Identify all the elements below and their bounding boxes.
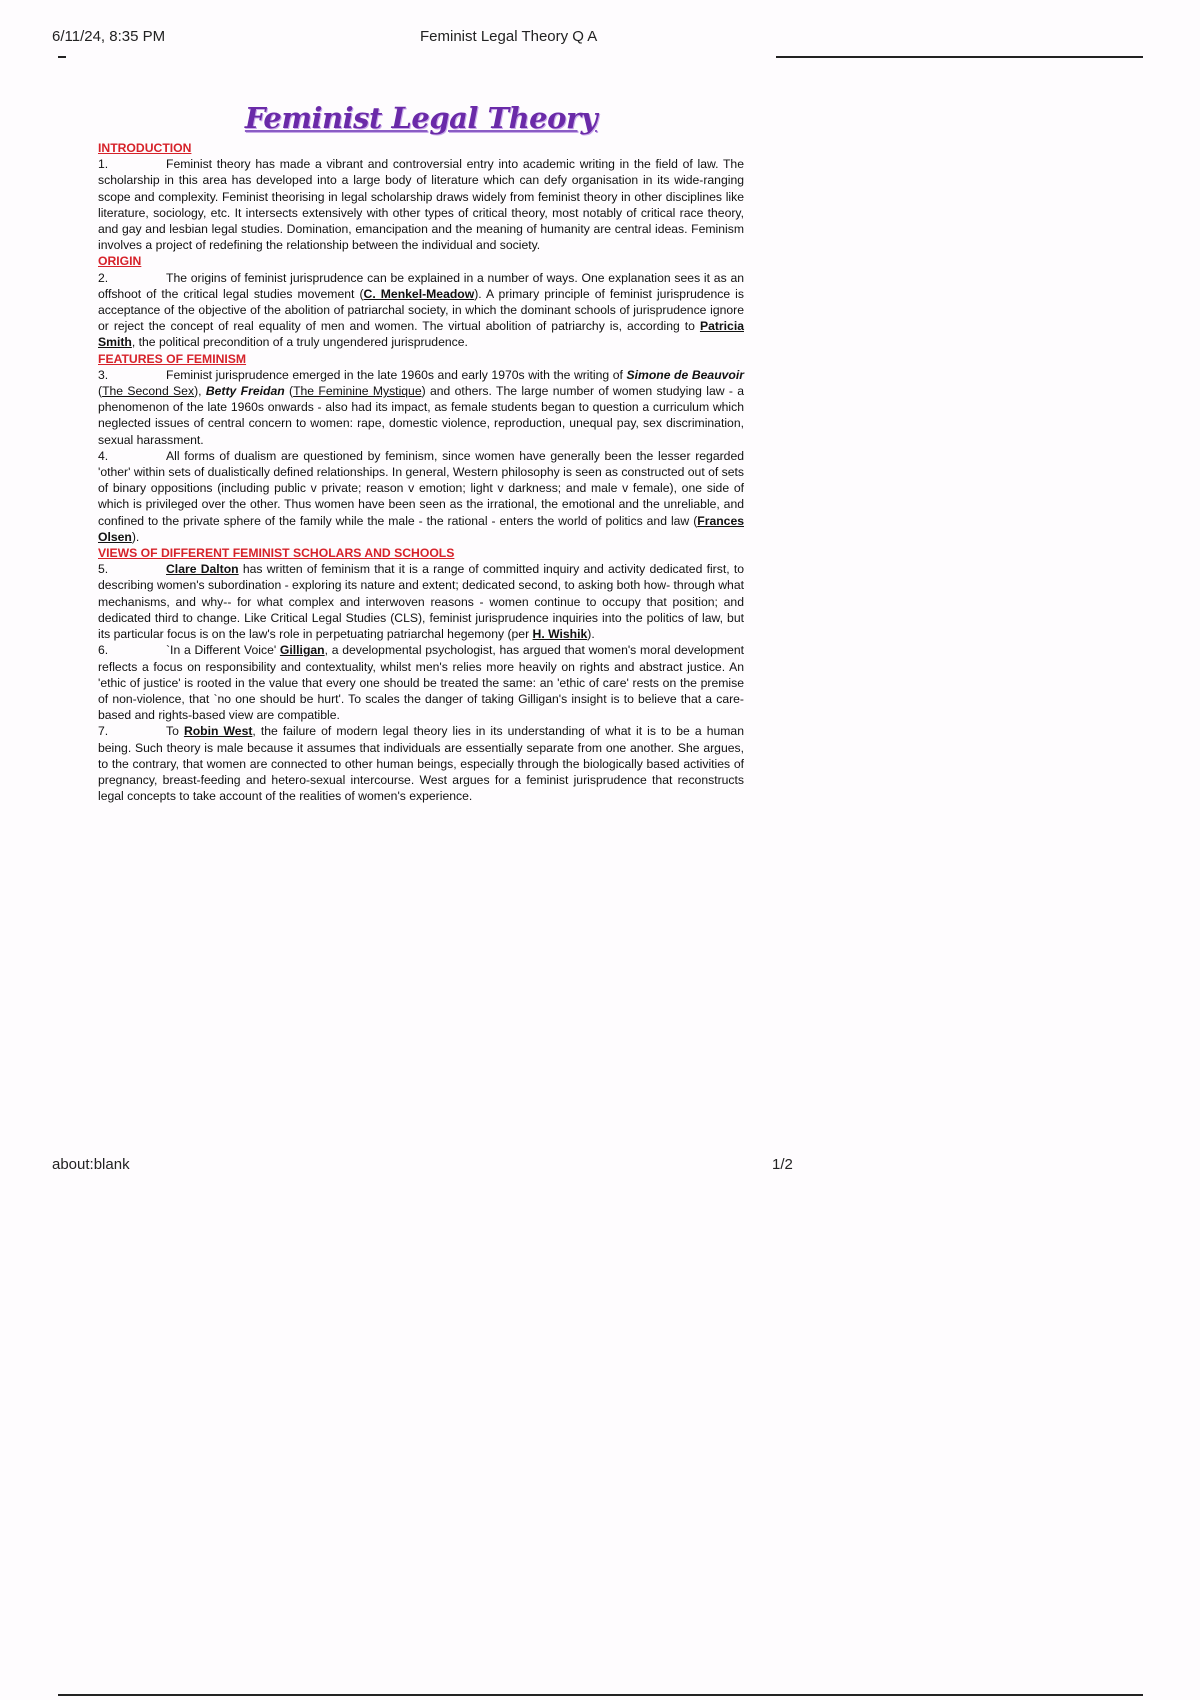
print-page-number: 1/2: [772, 1156, 793, 1173]
print-url: about:blank: [52, 1156, 130, 1173]
paragraph-number: 5.: [98, 562, 109, 577]
author-name-gilligan: Gilligan: [279, 643, 325, 658]
book-title-second-sex: The Second Sex: [102, 384, 195, 399]
paragraph-text: , a developmental psychologist, has argued that women's moral development reflects a focus on responsibility and contextuality, whilst men's relies more heavily on rights and abstract justice. An 'ethic of justice' is rooted in the value that every one should be treated the same: an 'ethic of care' rests on the premise of non-violence, that `no one should be hurt'. To scales the danger of taking Gilligan's insight is to believe that a care-based and rights-based view are compatible.: [98, 643, 745, 723]
paragraph-text: All forms of dualism are questioned by feminism, since women have generally been the lesser regarded 'other' within sets of dualistically defined relationships. In general, Western philosophy is seen as constructed out of sets of binary oppositions (including public v private; reason v emotion; light v darkness; and male v female), one side of which is privileged over the other. Thus women have been seen as the irrational, the emotional and the unreliable, and confined to the private sphere of the family while the male - the rational - enters the world of politics and law (: [98, 448, 744, 528]
section-heading-views: VIEWS OF DIFFERENT FEMINIST SCHOLARS AND SCHOOLS: [98, 546, 455, 561]
author-name-wishik: H. Wishik: [532, 627, 588, 642]
paragraph-2: [98, 270, 744, 351]
author-name-dalton: Clare Dalton: [166, 562, 239, 577]
author-name-patricia-smith: Patricia Smith: [98, 319, 744, 350]
paragraph-text: To: [166, 724, 184, 739]
author-name-de-beauvoir: Simone de Beauvoir: [626, 367, 744, 382]
paragraph-text: has written of feminism that it is a range of committed inquiry and activity dedicated first, to describing women's subordination - exploring its nature and extent; dedicated second, to asking both how- through what mechanisms, and why-- for what complex and interwoven reasons - women continue to occupy that position; and dedicated third to change. Like Critical Legal Studies (CLS), feminist jurisprudence inquiries into the politics of law, but its particular focus is on the law's role in perpetuating patriarchal hegemony (per: [98, 562, 744, 642]
paragraph-5: [98, 561, 744, 642]
document-title: Feminist Legal Theory: [244, 101, 598, 135]
paragraph-7: [98, 723, 744, 804]
author-name-freidan: Betty Freidan: [205, 384, 285, 399]
header-rule: [776, 56, 1143, 58]
document-body: [98, 100, 744, 804]
bottom-rule: [58, 1694, 1143, 1696]
author-name-robin-west: Robin West: [183, 724, 253, 739]
author-name-olsen: Frances Olsen: [98, 513, 744, 544]
paragraph-number: 4.: [98, 448, 109, 463]
section-heading-origin: ORIGIN: [98, 254, 142, 269]
paragraph-text: ).: [131, 529, 140, 544]
paragraph-number: 7.: [98, 724, 109, 739]
paragraph-number: 2.: [98, 270, 109, 285]
author-name-menkel-meadow: C. Menkel-Meadow: [363, 286, 475, 301]
print-page-title: Feminist Legal Theory Q A: [420, 28, 598, 45]
paragraph-text: , the political precondition of a truly ungendered jurisprudence.: [131, 335, 468, 350]
paragraph-text: `In a Different Voice': [166, 643, 280, 658]
section-heading-introduction: INTRODUCTION: [98, 141, 192, 155]
paragraph-1: [98, 156, 744, 253]
paragraph-number: 3.: [98, 367, 109, 382]
paragraph-text: , the failure of modern legal theory lies in its understanding of what it is to be a human being. Such theory is male because it assumes that individuals are essentially separate from one another. She argues, to the contrary, that women are connected to other human beings, especially through the biologically based activities of pregnancy, breast-feeding and hetero-sexual intercourse. West argues for a feminist jurisprudence that reconstructs legal concepts to take account of the realities of women's experience.: [98, 724, 744, 804]
section-heading-features: FEATURES OF FEMINISM: [98, 351, 247, 366]
paragraph-number: 6.: [98, 643, 109, 658]
print-datetime: 6/11/24, 8:35 PM: [52, 28, 166, 45]
paragraph-number: 1.: [98, 157, 109, 172]
paragraph-text: Feminist theory has made a vibrant and controversial entry into academic writing in the field of law. The scholarship in this area has developed into a large body of literature which can defy organisation in its wide-ranging scope and complexity. Feminist theorising in legal scholarship draws widely from feminist theory in other disciplines like literature, sociology, etc. It intersects extensively with other types of critical theory, most notably of critical race theory, and gay and lesbian legal studies. Domination, emancipation and the meaning of humanity are central ideas. Feminism involves a project of redefining the relationship between the individual and society.: [98, 157, 744, 253]
paragraph-6: [98, 642, 744, 723]
paragraph-3: 3. Feminist jurisprudence emerged in the late 1960s and early 1970s with the writing of Simone de Beauvoir (The Second Sex), Betty Freidan (The Feminine Mystique) and others. The large number of women studying law - a phenomenon of the late 1960s onwards - also had its impact, as female students began to question a curriculum which neglected issues of central concern to women: rape, domestic violence, reproduction, unequal pay, sex discrimination, sexual harassment.: [98, 367, 745, 447]
paragraph-text: ).: [587, 627, 595, 642]
paragraph-text: Feminist jurisprudence emerged in the late 1960s and early 1970s with the writing of: [166, 367, 627, 382]
paragraph-text: ). A primary principle of feminist jurisprudence is acceptance of the objective of the abolition of patriarchal society, in which the dominant schools of jurisprudence ignore or reject the concept of real equality of men and women. The virtual abolition of patriarchy is, according to: [98, 286, 744, 334]
print-header: [52, 28, 1148, 48]
paragraph-text: The origins of feminist jurisprudence can be explained in a number of ways. One explanation sees it as an offshoot of the critical legal studies movement (: [98, 270, 744, 301]
book-title-feminine-mystique: The Feminine Mystique: [293, 384, 422, 399]
paragraph-4: [98, 448, 744, 545]
header-tick-mark: [58, 56, 66, 58]
paragraph-text: and others. The large number of women studying law - a phenomenon of the late 1960s onwards - also had its impact, as female students began to question a curriculum which neglected issues of central concern to women: rape, domestic violence, reproduction, unequal pay, sex discrimination, sexual harassment.: [98, 384, 745, 447]
